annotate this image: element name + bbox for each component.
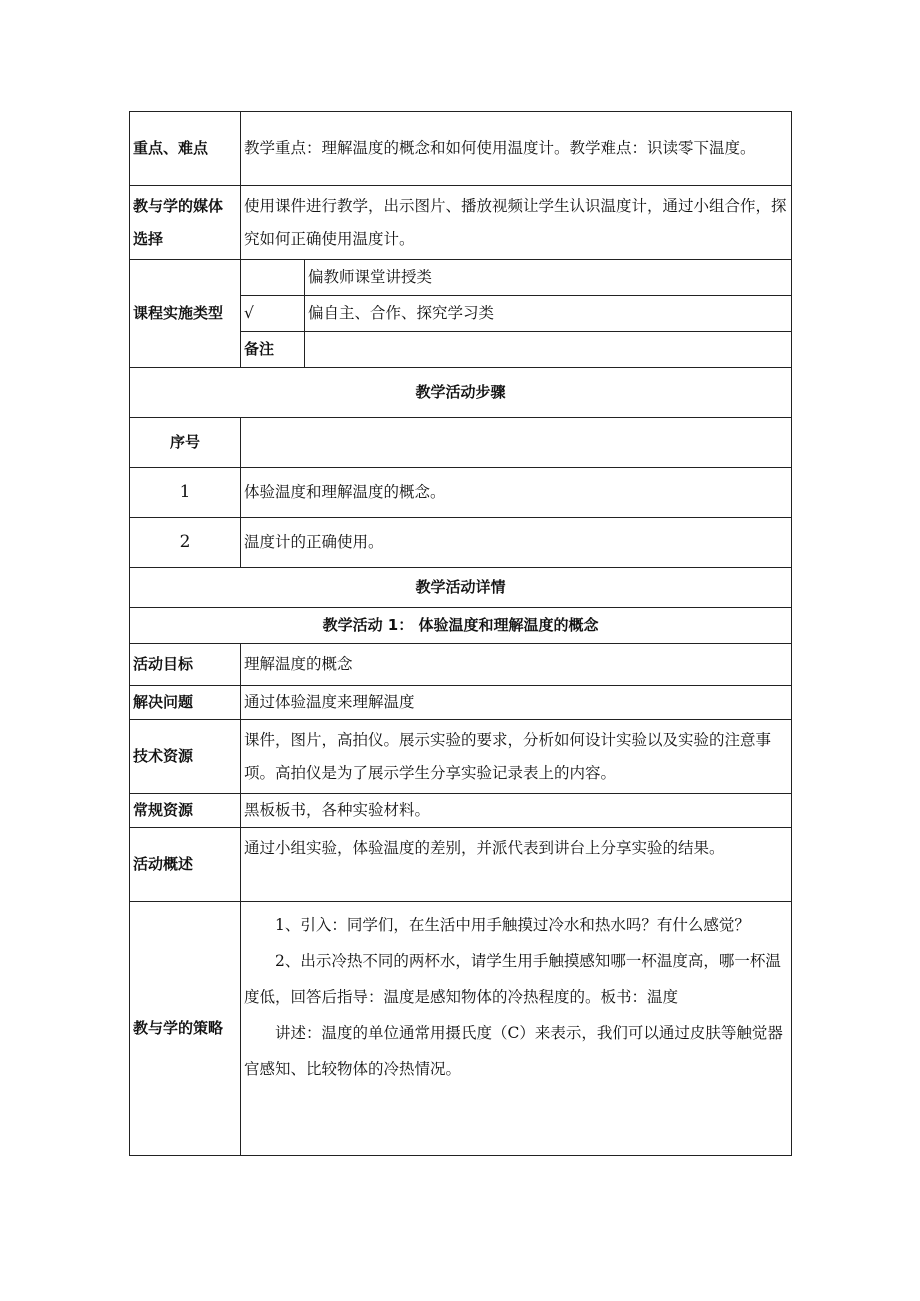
- steps-index-header: 序号: [130, 418, 241, 468]
- field-row-goal: [130, 644, 792, 686]
- course-type-row-1: [130, 260, 792, 296]
- strategy-paragraph: 讲述：温度的单位通常用摄氏度（C）来表示，我们可以通过皮肤等触觉器官感知、比较物体的冷热情况。: [244, 1024, 783, 1078]
- field-row-regular: [130, 794, 792, 828]
- details-heading-row: [130, 568, 792, 608]
- course-type-option-1: 偏教师课堂讲授类: [305, 260, 792, 296]
- media-label: 教与学的媒体选择: [130, 186, 241, 260]
- course-type-checkmark: √: [241, 296, 305, 332]
- field-label: 解决问题: [130, 686, 241, 720]
- strategy-content: [241, 902, 792, 1156]
- field-row-problem: [130, 686, 792, 720]
- steps-index-blank: [241, 418, 792, 468]
- key-points-label: 重点、难点: [130, 112, 241, 186]
- field-label: 技术资源: [130, 720, 241, 794]
- key-points-row: [130, 112, 792, 186]
- strategy-label: 教与学的策略: [130, 902, 241, 1156]
- activity-title-row: [130, 608, 792, 644]
- details-heading: 教学活动详情: [130, 568, 792, 608]
- course-type-mark-1: [241, 260, 305, 296]
- strategy-row: [130, 902, 792, 1156]
- field-label: 常规资源: [130, 794, 241, 828]
- activity-title: 教学活动 1： 体验温度和理解温度的概念: [130, 608, 792, 644]
- course-type-option-2: 偏自主、合作、探究学习类: [305, 296, 792, 332]
- media-text: 使用课件进行教学，出示图片、播放视频让学生认识温度计，通过小组合作，探究如何正确使用温度计。: [241, 186, 792, 260]
- field-label: 活动目标: [130, 644, 241, 686]
- field-text: 通过小组实验，体验温度的差别，并派代表到讲台上分享实验的结果。: [241, 828, 792, 902]
- step-row: [130, 468, 792, 518]
- step-number: 1: [130, 468, 241, 518]
- step-text: 温度计的正确使用。: [241, 518, 792, 568]
- field-text: 理解温度的概念: [241, 644, 792, 686]
- remark-label: 备注: [241, 332, 305, 368]
- media-row: [130, 186, 792, 260]
- field-text: 黑板板书，各种实验材料。: [241, 794, 792, 828]
- steps-index-row: [130, 418, 792, 468]
- field-text: 课件，图片，高拍仪。展示实验的要求，分析如何设计实验以及实验的注意事项。高拍仪是为了展示学生分享实验记录表上的内容。: [241, 720, 792, 794]
- remark-value: [305, 332, 792, 368]
- step-text: 体验温度和理解温度的概念。: [241, 468, 792, 518]
- field-row-overview: [130, 828, 792, 902]
- key-points-text: 教学重点：理解温度的概念和如何使用温度计。教学难点：识读零下温度。: [241, 112, 792, 186]
- strategy-paragraph: 1、引入：同学们，在生活中用手触摸过冷水和热水吗？有什么感觉？: [275, 916, 750, 934]
- field-text: 通过体验温度来理解温度: [241, 686, 792, 720]
- step-number: 2: [130, 518, 241, 568]
- field-row-tech: [130, 720, 792, 794]
- steps-heading-row: [130, 368, 792, 418]
- strategy-paragraph: 2、出示冷热不同的两杯水，请学生用手触摸感知哪一杯温度高，哪一杯温度低，回答后指导：温度是感知物体的冷热程度的。板书：温度: [244, 952, 781, 1006]
- step-row: [130, 518, 792, 568]
- course-type-label: 课程实施类型: [130, 260, 241, 368]
- steps-heading: 教学活动步骤: [130, 368, 792, 418]
- lesson-plan-table: [129, 111, 792, 1156]
- field-label: 活动概述: [130, 828, 241, 902]
